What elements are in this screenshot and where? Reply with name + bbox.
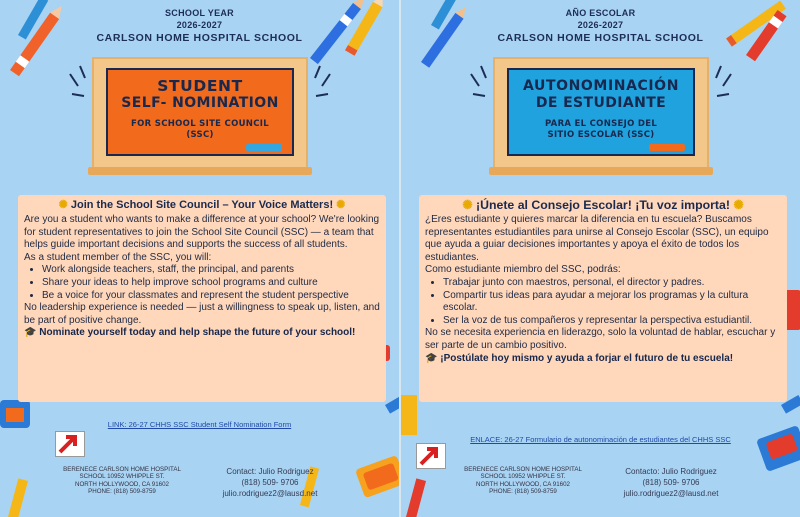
list-item: • Trabajar junto con maestros, personal, el director y padres. bbox=[443, 277, 781, 290]
intro-paragraph: ¿Eres estudiante y quieres marcar la diferencia en tu escuela? Buscamos representantes estudiantiles para unirse al Consejo Escolar (SSC), un equipo que ayuda a guiar decisiones importantes y apoya el éxito de todos los estudiantes. bbox=[425, 214, 769, 263]
nomination-form-link[interactable]: ENLACE: 26-27 Formulario de autonominación de estudiantes del CHHS SSC bbox=[470, 435, 731, 444]
info-heading bbox=[24, 198, 380, 212]
list-item: • Compartir tus ideas para ayudar a mejorar los programas y la cultura escolar. bbox=[443, 290, 781, 315]
chalkboard bbox=[493, 57, 709, 169]
graduation-cap-icon: 🎓 bbox=[425, 352, 438, 364]
school-name: CARLSON HOME HOSPITAL SCHOOL bbox=[497, 32, 704, 44]
school-address bbox=[463, 466, 583, 496]
nomination-form-link[interactable]: LINK: 26-27 CHHS SSC Student Self Nomination Form bbox=[107, 420, 292, 429]
call-to-action-text: ¡Postúlate hoy mismo y ayuda a forjar el futuro de tu escuela! bbox=[440, 352, 734, 364]
info-heading-text: Join the School Site Council – Your Voice Matters! bbox=[70, 199, 334, 211]
sparkle-icon: ✺ bbox=[336, 199, 346, 211]
contact-info bbox=[210, 466, 330, 499]
graduation-cap-icon: 🎓 bbox=[24, 327, 37, 339]
cursor-arrow-icon bbox=[416, 443, 446, 469]
duties-list bbox=[24, 264, 380, 302]
list-item: • Be a voice for your classmates and represent the student perspective bbox=[42, 290, 380, 303]
spanish-flyer bbox=[401, 0, 800, 517]
call-to-action bbox=[24, 327, 380, 340]
info-box bbox=[18, 195, 386, 402]
chalk-ledge bbox=[88, 167, 312, 175]
info-heading bbox=[425, 198, 781, 212]
address-line: NORTH HOLLYWOOD, CA 91602 bbox=[476, 480, 570, 488]
pencil-icon bbox=[406, 478, 426, 517]
address-line: BERENECE CARLSON HOME HOSPITAL bbox=[63, 466, 181, 473]
contact-info bbox=[611, 466, 731, 499]
chalkboard-surface bbox=[106, 68, 294, 156]
board-subtitle-line1: PARA EL CONSEJO DEL bbox=[544, 119, 658, 129]
board-title-line1: AUTONOMINACIÓN bbox=[522, 78, 680, 94]
chalkboard bbox=[92, 57, 308, 169]
intro-paragraph: Are you a student who wants to make a difference at your school? We're looking for student representatives to join the School Site Council (SSC) — a team that helps guide important decisions and supports the success of all students. bbox=[24, 214, 380, 251]
contact-phone: (818) 509- 9706 bbox=[642, 478, 700, 487]
address-line: PHONE: (818) 509-8759 bbox=[489, 488, 557, 496]
board-subtitle-line2: SITIO ESCOLAR (SSC) bbox=[547, 130, 655, 140]
member-intro: Como estudiante miembro del SSC, podrás: bbox=[425, 264, 621, 276]
school-year: 2026-2027 bbox=[577, 20, 624, 30]
sparkle-icon: ✺ bbox=[58, 199, 68, 211]
eraser-icon bbox=[246, 144, 282, 151]
info-box bbox=[419, 195, 787, 402]
call-to-action bbox=[425, 353, 781, 366]
list-item: • Share your ideas to help improve school programs and culture bbox=[42, 277, 380, 290]
member-intro: As a student member of the SSC, you will: bbox=[24, 251, 212, 263]
contact-email[interactable]: julio.rodriguez2@lausd.net bbox=[623, 489, 719, 498]
list-item: • Work alongside teachers, staff, the principal, and parents bbox=[42, 264, 380, 277]
crayon-icon bbox=[385, 390, 399, 414]
cursor-arrow-icon bbox=[55, 431, 85, 457]
school-name: CARLSON HOME HOSPITAL SCHOOL bbox=[96, 32, 303, 44]
sparkle-icon: ✺ bbox=[462, 198, 473, 212]
address-line: BERENECE CARLSON HOME HOSPITAL bbox=[464, 466, 582, 473]
contact-name: Contact: Julio Rodriguez bbox=[226, 467, 314, 476]
eraser-icon bbox=[649, 144, 685, 151]
info-heading-text: ¡Únete al Consejo Escolar! ¡Tu voz importa! bbox=[476, 198, 730, 212]
experience-note: No se necesita experiencia en liderazgo, solo la voluntad de hablar, escuchar y ser parte de un cambio positivo. bbox=[425, 327, 776, 351]
chalkboard-surface bbox=[507, 68, 695, 156]
board-subtitle-line2: (SSC) bbox=[186, 130, 214, 140]
board-title-line1: STUDENT bbox=[157, 77, 243, 95]
board-subtitle-line1: FOR SCHOOL SITE COUNCIL bbox=[131, 119, 269, 129]
school-address bbox=[62, 466, 182, 496]
contact-phone: (818) 509- 9706 bbox=[241, 478, 299, 487]
school-year: 2026-2027 bbox=[176, 20, 223, 30]
contact-email[interactable]: julio.rodriguez2@lausd.net bbox=[222, 489, 318, 498]
english-flyer bbox=[0, 0, 399, 517]
address-line: PHONE: (818) 509-8759 bbox=[88, 488, 156, 496]
experience-note: No leadership experience is needed — just a willingness to speak up, listen, and be part of positive change. bbox=[24, 302, 380, 326]
school-year-label: AÑO ESCOLAR bbox=[565, 8, 636, 18]
duties-list bbox=[425, 277, 781, 327]
contact-name: Contacto: Julio Rodriguez bbox=[625, 467, 717, 476]
pencil-icon bbox=[8, 478, 28, 517]
chalk-ledge bbox=[489, 167, 713, 175]
address-line: NORTH HOLLYWOOD, CA 91602 bbox=[75, 480, 169, 488]
call-to-action-text: Nominate yourself today and help shape the future of your school! bbox=[39, 327, 356, 339]
board-title-line2: DE ESTUDIANTE bbox=[535, 95, 667, 111]
list-item: • Ser la voz de tus compañeros y representar la perspectiva estudiantil. bbox=[443, 315, 781, 328]
board-title-line2: SELF- NOMINATION bbox=[121, 95, 279, 111]
address-line: SCHOOL 10952 WHIPPLE ST. bbox=[79, 473, 165, 481]
school-year-label: SCHOOL YEAR bbox=[165, 8, 234, 18]
address-line: SCHOOL 10952 WHIPPLE ST. bbox=[480, 473, 566, 481]
sparkle-icon: ✺ bbox=[733, 198, 744, 212]
